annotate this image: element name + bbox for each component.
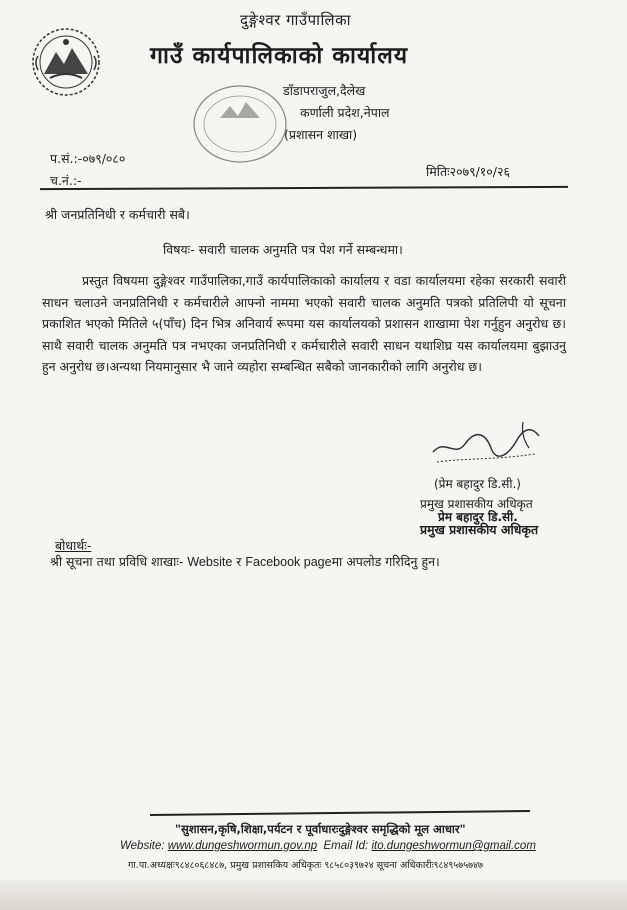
cc-suffix: मा अपलोड गरिदिनु हुन।: [331, 554, 440, 569]
municipality-name: दुङ्गेश्वर गाउँपालिका: [240, 11, 351, 29]
footer-contact: [120, 840, 536, 852]
address-line-2: कर्णाली प्रदेश,नेपाल: [300, 105, 390, 120]
dispatch-number: च.नं.:-: [50, 173, 82, 188]
signature-icon: [425, 418, 545, 468]
email-link[interactable]: ito.dungeshwormun@gmail.com: [371, 840, 536, 852]
office-name: गाउँ कार्यपालिकाको कार्यालय: [150, 43, 409, 69]
footer-motto: "सुशासन,कृषि,शिक्षा,पर्यटन र पूर्वाधारःदुङ्गेश्वर समृद्धिको मूल आधार": [175, 822, 466, 836]
cc-joiner: र: [236, 554, 242, 569]
cc-facebook-word: Facebook page: [245, 555, 332, 569]
cc-prefix: श्री सूचना तथा प्रविधि शाखाः-: [50, 554, 184, 569]
nepal-emblem-icon: [30, 26, 102, 98]
website-label: Website:: [120, 840, 165, 852]
section-name: (प्रशासन शाखा): [284, 127, 358, 142]
cc-label: बोधार्थः-: [55, 538, 92, 553]
page-bottom-edge: [0, 880, 627, 910]
footer-divider: [150, 810, 530, 816]
letter-number: प.सं.:-०७९/०८०: [50, 151, 126, 166]
body-paragraph: प्रस्तुत विषयमा दुङ्गेश्वर गाउँपालिका,गाउँ कार्यपालिकाको कार्यालय र वडा कार्यालयमा रहेका सरकारी सवारी साधन चलाउने जनप्रतिनिधी र कर्मचारीले आफ्नो नाममा भएको सवारी चालक अनुमति पत्रको प्रतिलिपी यो सूचना प्रकाशित भएको मितिले ५(पाँच) दिन भित्र अनिवार्य रूपमा यस कार्यालयको प्रशासन शाखामा पेश गर्नुहुन अनुरोध छ।साथै सवारी चालक अनुमति पत्र नभएका जनप्रतिनिधी र कर्मचारीले सवारी साधन यथाशिघ्र यस कार्यालयमा बुझाउनु हुन अनुरोध छ।अन्यथा नियमानुसार भै जाने व्यहोरा सम्बन्धित सबैको जानकारीको लागि अनुरोध छ।: [42, 273, 566, 374]
cc-line: [50, 553, 440, 570]
header-divider: [40, 186, 568, 190]
stamp-signatory-name: प्रेम बहादुर डि.सी.: [438, 510, 518, 524]
addressee: श्री जनप्रतिनिधी र कर्मचारी सबै।: [45, 207, 190, 222]
email-label: Email Id:: [323, 840, 369, 852]
address-line-1: डाँडापराजुल,दैलेख: [283, 83, 366, 98]
subject-line: विषयः- सवारी चालक अनुमति पत्र पेश गर्ने सम्बन्धमा।: [163, 242, 403, 257]
website-link[interactable]: www.dungeshwormun.gov.np: [167, 840, 318, 852]
stamp-signatory-title: प्रमुख प्रशासकीय अधिकृत: [420, 522, 539, 537]
cc-website-word: Website: [187, 555, 233, 569]
signatory-title: प्रमुख प्रशासकीय अधिकृत: [420, 497, 533, 511]
footer-phones: गा.पा.अध्यक्षः९८४८०६८४८७, प्रमुख प्रशासकिय अधिकृतः ९८५८०३९७२४ सूचना अधिकारीः९८४९५७५७४७: [128, 860, 483, 871]
signatory-name: (प्रेम बहादुर डि.सी.): [434, 477, 521, 491]
letter-date: मितिः२०७९/१०/२६: [426, 164, 511, 179]
